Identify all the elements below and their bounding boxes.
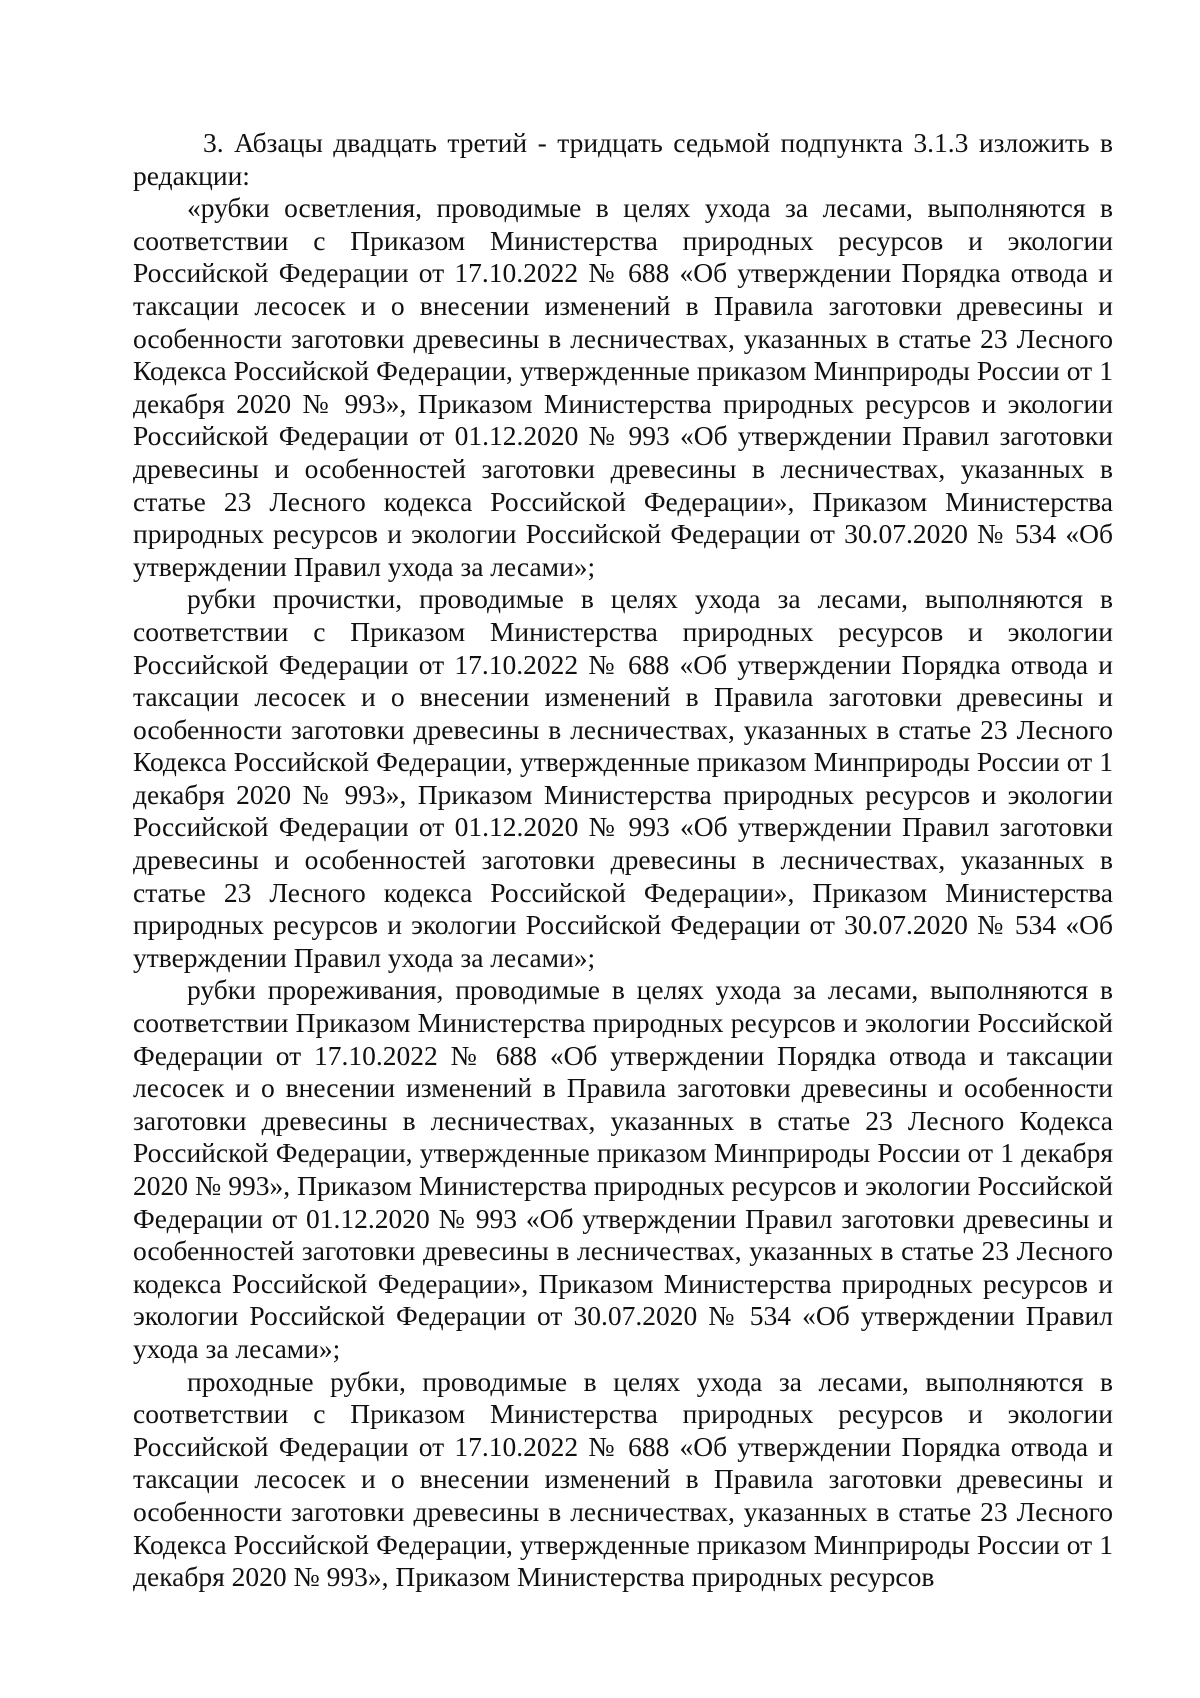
paragraph-cleaning-cuttings: рубки прочистки, проводимые в целях ухода за лесами, выполняются в соответствии с Приказом Министерства природных ресурсов и экологии Российской Федерации от 17.10.2022 № 688 «Об утверждении Порядка отвода и таксации лесосек и о внесении изменений в Правила заготовки древесины и особенности заготовки древесины в лесничествах, указанных в статье 23 Лесного Кодекса Российской Федерации, утвержденные приказом Минприроды России от 1 декабря 2020 № 993», Приказом Министерства природных ресурсов и экологии Российской Федерации от 01.12.2020 № 993 «Об утверждении Правил заготовки древесины и особенностей заготовки древесины в лесничествах, указанных в статье 23 Лесного кодекса Российской Федерации», Приказом Министерства природных ресурсов и экологии Российской Федерации от 30.07.2020 № 534 «Об утверждении Правил ухода за лесами»; <box>133 583 1113 973</box>
paragraph-passing-cuttings: проходные рубки, проводимые в целях ухода за лесами, выполняются в соответствии с Приказом Министерства природных ресурсов и экологии Российской Федерации от 17.10.2022 № 688 «Об утверждении Порядка отвода и таксации лесосек и о внесении изменений в Правила заготовки древесины и особенности заготовки древесины в лесничествах, указанных в статье 23 Лесного Кодекса Российской Федерации, утвержденные приказом Минприроды России от 1 декабря 2020 № 993», Приказом Министерства природных ресурсов <box>133 1365 1113 1593</box>
paragraph-thinning-cuttings: рубки прореживания, проводимые в целях ухода за лесами, выполняются в соответствии Приказом Министерства природных ресурсов и экологии Российской Федерации от 17.10.2022 № 688 «Об утверждении Порядка отвода и таксации лесосек и о внесении изменений в Правила заготовки древесины и особенности заготовки древесины в лесничествах, указанных в статье 23 Лесного Кодекса Российской Федерации, утвержденные приказом Минприроды России от 1 декабря 2020 № 993», Приказом Министерства природных ресурсов и экологии Российской Федерации от 01.12.2020 № 993 «Об утверждении Правил заготовки древесины и особенностей заготовки древесины в лесничествах, указанных в статье 23 Лесного кодекса Российской Федерации», Приказом Министерства природных ресурсов и экологии Российской Федерации от 30.07.2020 № 534 «Об утверждении Правил ухода за лесами»; <box>133 974 1113 1364</box>
document-body <box>133 127 1113 1594</box>
paragraph-amendment-intro: 3. Абзацы двадцать третий - тридцать седьмой подпункта 3.1.3 изложить в редакции: <box>133 127 1113 191</box>
paragraph-clearing-cuttings: «рубки осветления, проводимые в целях ухода за лесами, выполняются в соответствии с Приказом Министерства природных ресурсов и экологии Российской Федерации от 17.10.2022 № 688 «Об утверждении Порядка отвода и таксации лесосек и о внесении изменений в Правила заготовки древесины и особенности заготовки древесины в лесничествах, указанных в статье 23 Лесного Кодекса Российской Федерации, утвержденные приказом Минприроды России от 1 декабря 2020 № 993», Приказом Министерства природных ресурсов и экологии Российской Федерации от 01.12.2020 № 993 «Об утверждении Правил заготовки древесины и особенностей заготовки древесины в лесничествах, указанных в статье 23 Лесного кодекса Российской Федерации», Приказом Министерства природных ресурсов и экологии Российской Федерации от 30.07.2020 № 534 «Об утверждении Правил ухода за лесами»; <box>133 192 1113 582</box>
